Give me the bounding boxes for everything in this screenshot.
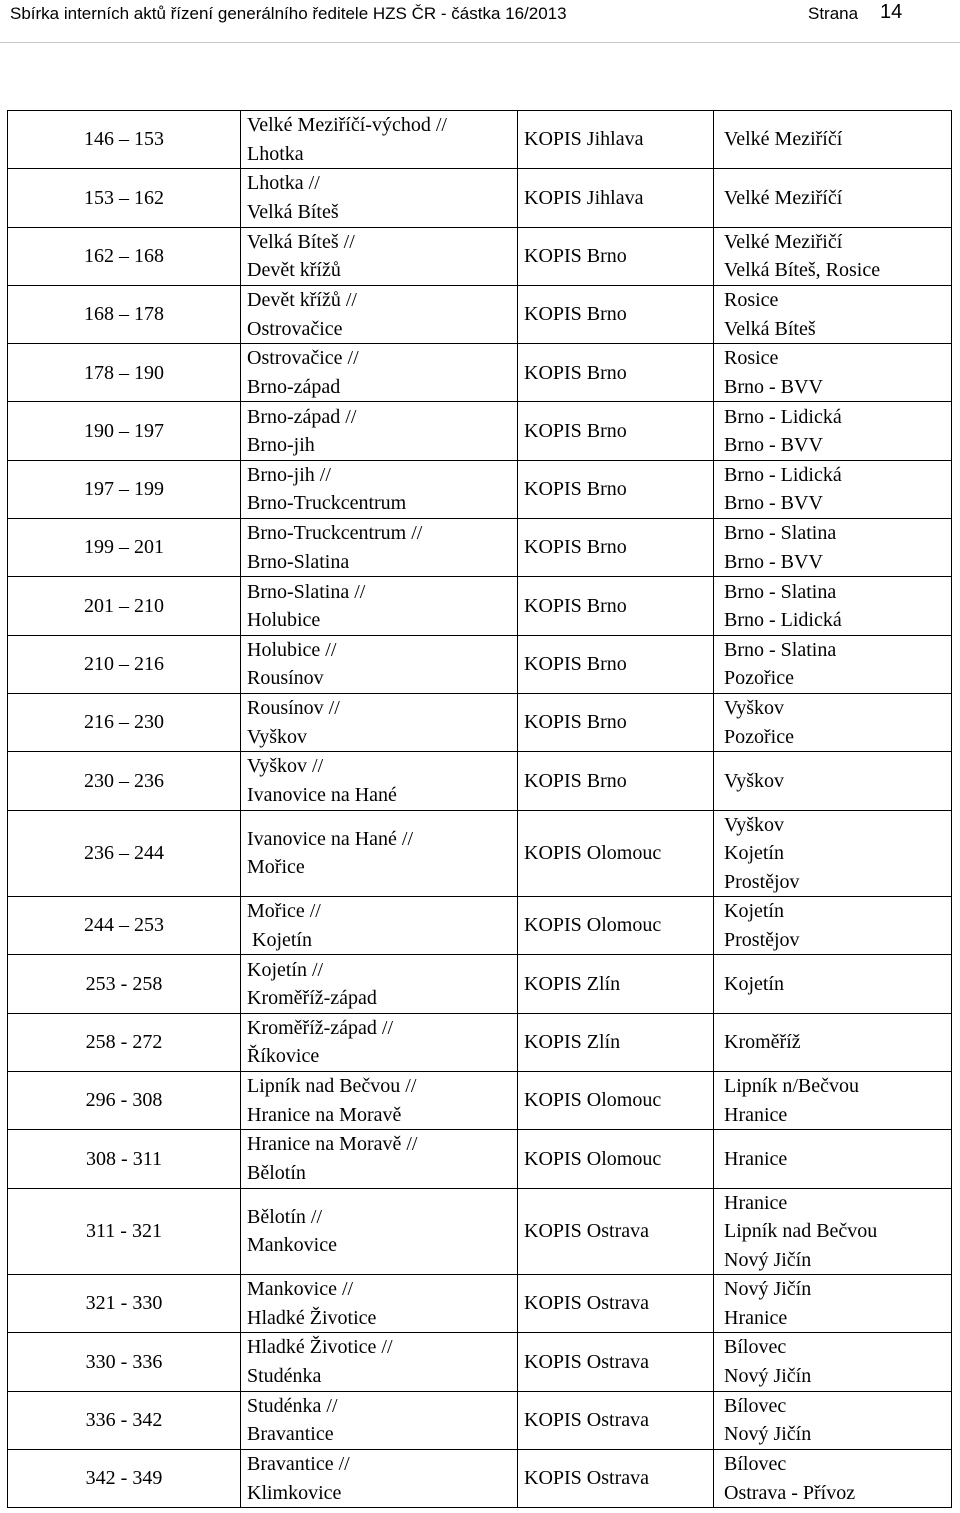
- fire-station-line: Pozořice: [724, 725, 794, 748]
- segment-cell: [241, 1449, 518, 1507]
- km-range-cell: 197 – 199: [8, 460, 241, 518]
- table-row: [8, 1333, 952, 1391]
- fire-station-line: Velká Bíteš: [724, 317, 816, 340]
- page-header: [0, 0, 960, 30]
- fire-station-cell: [714, 1188, 952, 1275]
- segment-line: Lhotka: [247, 142, 304, 165]
- fire-station-cell: [714, 693, 952, 751]
- fire-station-cell: [714, 897, 952, 955]
- segment-line: Kroměříž-západ //: [247, 1016, 394, 1039]
- fire-station-cell: [714, 1449, 952, 1507]
- segment-line: Kojetín: [247, 928, 312, 951]
- segment-line: Hranice na Moravě: [247, 1103, 402, 1126]
- fire-station-line: Vyškov: [724, 697, 785, 720]
- fire-station-line: Nový Jičín: [724, 1278, 812, 1301]
- segment-line: Ivanovice na Hané //: [247, 827, 414, 850]
- fire-station-cell: [714, 111, 952, 169]
- segment-line: Lhotka //: [247, 172, 320, 195]
- fire-station-line: Kojetín: [724, 842, 784, 865]
- kopis-cell: KOPIS Brno: [518, 460, 714, 518]
- fire-station-cell: [714, 955, 952, 1013]
- fire-station-cell: [714, 460, 952, 518]
- kopis-cell: KOPIS Ostrava: [518, 1188, 714, 1275]
- segment-line: Brno-Truckcentrum: [247, 492, 407, 515]
- table-row: [8, 693, 952, 751]
- segment-line: Rousínov //: [247, 697, 340, 720]
- segment-line: Kojetín //: [247, 958, 324, 981]
- segment-cell: [241, 402, 518, 460]
- km-range-cell: 216 – 230: [8, 693, 241, 751]
- segment-cell: [241, 285, 518, 343]
- segment-cell: [241, 1071, 518, 1129]
- kopis-cell: KOPIS Olomouc: [518, 897, 714, 955]
- fire-station-line: Lipník n/Bečvou: [724, 1075, 859, 1098]
- fire-station-line: Velké Meziřičí: [724, 230, 843, 253]
- table-row: [8, 955, 952, 1013]
- kopis-cell: KOPIS Brno: [518, 577, 714, 635]
- page-label: Strana: [808, 4, 859, 23]
- km-range-cell: 190 – 197: [8, 402, 241, 460]
- kopis-cell: KOPIS Brno: [518, 402, 714, 460]
- kopis-cell: KOPIS Olomouc: [518, 1071, 714, 1129]
- segment-line: Brno-Slatina //: [247, 580, 366, 603]
- segment-line: Mořice: [247, 856, 305, 879]
- kopis-cell: KOPIS Brno: [518, 635, 714, 693]
- kopis-cell: KOPIS Jihlava: [518, 169, 714, 227]
- table-row: [8, 1071, 952, 1129]
- table-row: [8, 752, 952, 810]
- fire-station-line: Brno - BVV: [724, 492, 823, 515]
- segment-line: Ostrovačice: [247, 317, 343, 340]
- segment-cell: [241, 635, 518, 693]
- segment-cell: [241, 1013, 518, 1071]
- km-range-cell: 321 - 330: [8, 1275, 241, 1333]
- segment-line: Vyškov //: [247, 755, 324, 778]
- fire-station-cell: [714, 344, 952, 402]
- fire-station-line: Brno - Lidická: [724, 609, 842, 632]
- page-number: 14: [880, 1, 903, 23]
- fire-station-cell: [714, 1071, 952, 1129]
- km-range-cell: 342 - 349: [8, 1449, 241, 1507]
- segment-line: Brno-jih: [247, 434, 315, 457]
- fire-station-line: Lipník nad Bečvou: [724, 1220, 878, 1243]
- table-body: [8, 111, 952, 1508]
- fire-station-line: Velká Bíteš, Rosice: [724, 259, 881, 282]
- segment-line: Velké Meziříčí-východ //: [247, 114, 447, 137]
- fire-station-cell: [714, 227, 952, 285]
- table-row: [8, 1275, 952, 1333]
- table-row: [8, 169, 952, 227]
- fire-station-cell: [714, 402, 952, 460]
- fire-station-line: Bílovec: [724, 1394, 787, 1417]
- fire-station-cell: [714, 635, 952, 693]
- table-row: [8, 635, 952, 693]
- table-row: [8, 1391, 952, 1449]
- segment-line: Ivanovice na Hané: [247, 783, 397, 806]
- segment-line: Lipník nad Bečvou //: [247, 1075, 417, 1098]
- km-range-cell: 168 – 178: [8, 285, 241, 343]
- kopis-cell: KOPIS Olomouc: [518, 1130, 714, 1188]
- fire-station-line: Pozořice: [724, 667, 794, 690]
- fire-station-line: Brno - Slatina: [724, 580, 837, 603]
- segment-cell: [241, 1391, 518, 1449]
- km-range-cell: 308 - 311: [8, 1130, 241, 1188]
- segment-cell: [241, 897, 518, 955]
- km-range-cell: 201 – 210: [8, 577, 241, 635]
- fire-station-line: Brno - BVV: [724, 550, 823, 573]
- segment-line: Bělotín: [247, 1161, 306, 1184]
- fire-station-line: Vyškov: [724, 813, 785, 836]
- segment-line: Studénka //: [247, 1394, 338, 1417]
- km-range-cell: 153 – 162: [8, 169, 241, 227]
- fire-station-cell: [714, 285, 952, 343]
- fire-station-line: Brno - Lidická: [724, 463, 842, 486]
- segment-line: Vyškov: [247, 725, 308, 748]
- kopis-cell: KOPIS Brno: [518, 285, 714, 343]
- segment-line: Říkovice: [247, 1045, 320, 1068]
- fire-station-cell: [714, 519, 952, 577]
- segment-line: Hladké Životice: [247, 1306, 377, 1329]
- kopis-cell: KOPIS Brno: [518, 227, 714, 285]
- km-range-cell: 296 - 308: [8, 1071, 241, 1129]
- fire-station-line: Kroměříž: [724, 1031, 801, 1054]
- table-row: [8, 519, 952, 577]
- fire-station-line: Brno - Lidická: [724, 405, 842, 428]
- segment-cell: [241, 693, 518, 751]
- segment-line: Bravantice //: [247, 1453, 350, 1476]
- kopis-cell: KOPIS Ostrava: [518, 1449, 714, 1507]
- table-row: [8, 810, 952, 897]
- fire-station-line: Velké Meziříčí: [724, 186, 843, 209]
- kopis-cell: KOPIS Brno: [518, 519, 714, 577]
- kopis-cell: KOPIS Olomouc: [518, 810, 714, 897]
- segment-cell: [241, 810, 518, 897]
- segment-cell: [241, 955, 518, 1013]
- table-row: [8, 344, 952, 402]
- table-row: [8, 1449, 952, 1507]
- segment-cell: [241, 227, 518, 285]
- kopis-cell: KOPIS Zlín: [518, 1013, 714, 1071]
- table-row: [8, 111, 952, 169]
- header-divider: [0, 42, 960, 43]
- fire-station-line: Nový Jičín: [724, 1364, 812, 1387]
- segment-line: Bravantice: [247, 1423, 334, 1446]
- segment-line: Rousínov: [247, 667, 324, 690]
- segment-line: Brno-západ //: [247, 405, 357, 428]
- document-title: Sbírka interních aktů řízení generálního ředitele HZS ČR - částka 16/2013: [10, 4, 567, 23]
- table-row: [8, 460, 952, 518]
- segment-line: Hladké Životice //: [247, 1336, 393, 1359]
- table-row: [8, 402, 952, 460]
- segment-line: Velká Bíteš //: [247, 230, 355, 253]
- fire-station-line: Hranice: [724, 1103, 788, 1126]
- kopis-cell: KOPIS Jihlava: [518, 111, 714, 169]
- kopis-cell: KOPIS Ostrava: [518, 1275, 714, 1333]
- km-range-cell: 336 - 342: [8, 1391, 241, 1449]
- km-range-cell: 244 – 253: [8, 897, 241, 955]
- fire-station-cell: [714, 752, 952, 810]
- segment-cell: [241, 169, 518, 227]
- segment-cell: [241, 519, 518, 577]
- segment-line: Velká Bíteš: [247, 200, 339, 223]
- fire-station-cell: [714, 810, 952, 897]
- km-range-cell: 146 – 153: [8, 111, 241, 169]
- segment-line: Brno-Truckcentrum //: [247, 522, 423, 545]
- segment-line: Devět křížů: [247, 259, 341, 282]
- kopis-cell: KOPIS Brno: [518, 693, 714, 751]
- segment-line: Holubice //: [247, 638, 337, 661]
- table-row: [8, 897, 952, 955]
- km-range-cell: 178 – 190: [8, 344, 241, 402]
- segment-line: Mankovice //: [247, 1278, 354, 1301]
- km-range-cell: 236 – 244: [8, 810, 241, 897]
- kopis-cell: KOPIS Brno: [518, 752, 714, 810]
- km-range-cell: 330 - 336: [8, 1333, 241, 1391]
- fire-station-cell: [714, 577, 952, 635]
- table-row: [8, 1013, 952, 1071]
- km-range-cell: 253 - 258: [8, 955, 241, 1013]
- fire-station-line: Velké Meziříčí: [724, 128, 843, 151]
- segment-line: Brno-jih //: [247, 463, 331, 486]
- km-range-cell: 258 - 272: [8, 1013, 241, 1071]
- segment-line: Brno-západ: [247, 375, 341, 398]
- segment-line: Klimkovice: [247, 1481, 342, 1504]
- fire-station-line: Rosice: [724, 289, 779, 312]
- fire-station-cell: [714, 1013, 952, 1071]
- highway-sections-table: [7, 110, 952, 1508]
- fire-station-line: Kojetín: [724, 972, 784, 995]
- fire-station-cell: [714, 1275, 952, 1333]
- table-row: [8, 1188, 952, 1275]
- segment-cell: [241, 1130, 518, 1188]
- table-row: [8, 577, 952, 635]
- segment-line: Holubice: [247, 609, 321, 632]
- km-range-cell: 311 - 321: [8, 1188, 241, 1275]
- fire-station-line: Prostějov: [724, 870, 800, 893]
- fire-station-line: Brno - BVV: [724, 434, 823, 457]
- fire-station-line: Bílovec: [724, 1336, 787, 1359]
- fire-station-line: Prostějov: [724, 928, 800, 951]
- kopis-cell: KOPIS Ostrava: [518, 1333, 714, 1391]
- fire-station-cell: [714, 1391, 952, 1449]
- segment-cell: [241, 1188, 518, 1275]
- km-range-cell: 162 – 168: [8, 227, 241, 285]
- fire-station-cell: [714, 1130, 952, 1188]
- segment-line: Brno-Slatina: [247, 550, 350, 573]
- segment-line: Devět křížů //: [247, 289, 357, 312]
- fire-station-line: Kojetín: [724, 900, 784, 923]
- fire-station-line: Vyškov: [724, 769, 785, 792]
- fire-station-line: Hranice: [724, 1306, 788, 1329]
- kopis-cell: KOPIS Zlín: [518, 955, 714, 1013]
- fire-station-line: Nový Jičín: [724, 1248, 812, 1271]
- km-range-cell: 230 – 236: [8, 752, 241, 810]
- km-range-cell: 210 – 216: [8, 635, 241, 693]
- fire-station-line: Brno - BVV: [724, 375, 823, 398]
- kopis-cell: KOPIS Brno: [518, 344, 714, 402]
- segment-line: Studénka: [247, 1364, 322, 1387]
- table-row: [8, 1130, 952, 1188]
- segment-line: Ostrovačice //: [247, 347, 359, 370]
- segment-cell: [241, 111, 518, 169]
- segment-cell: [241, 460, 518, 518]
- segment-cell: [241, 1333, 518, 1391]
- table-row: [8, 227, 952, 285]
- segment-line: Hranice na Moravě //: [247, 1133, 418, 1156]
- segment-line: Kroměříž-západ: [247, 987, 377, 1009]
- fire-station-line: Hranice: [724, 1147, 788, 1170]
- segment-line: Mořice //: [247, 900, 321, 923]
- fire-station-line: Rosice: [724, 347, 779, 370]
- fire-station-line: Brno - Slatina: [724, 638, 837, 661]
- segment-line: Mankovice: [247, 1234, 337, 1257]
- segment-line: Bělotín //: [247, 1205, 322, 1228]
- segment-cell: [241, 752, 518, 810]
- table-row: [8, 285, 952, 343]
- segment-cell: [241, 577, 518, 635]
- km-range-cell: 199 – 201: [8, 519, 241, 577]
- fire-station-line: Nový Jičín: [724, 1423, 812, 1446]
- fire-station-line: Hranice: [724, 1191, 788, 1214]
- segment-cell: [241, 344, 518, 402]
- fire-station-cell: [714, 1333, 952, 1391]
- fire-station-cell: [714, 169, 952, 227]
- kopis-cell: KOPIS Ostrava: [518, 1391, 714, 1449]
- fire-station-line: Ostrava - Přívoz: [724, 1481, 856, 1504]
- segment-cell: [241, 1275, 518, 1333]
- fire-station-line: Brno - Slatina: [724, 522, 837, 545]
- fire-station-line: Bílovec: [724, 1453, 787, 1476]
